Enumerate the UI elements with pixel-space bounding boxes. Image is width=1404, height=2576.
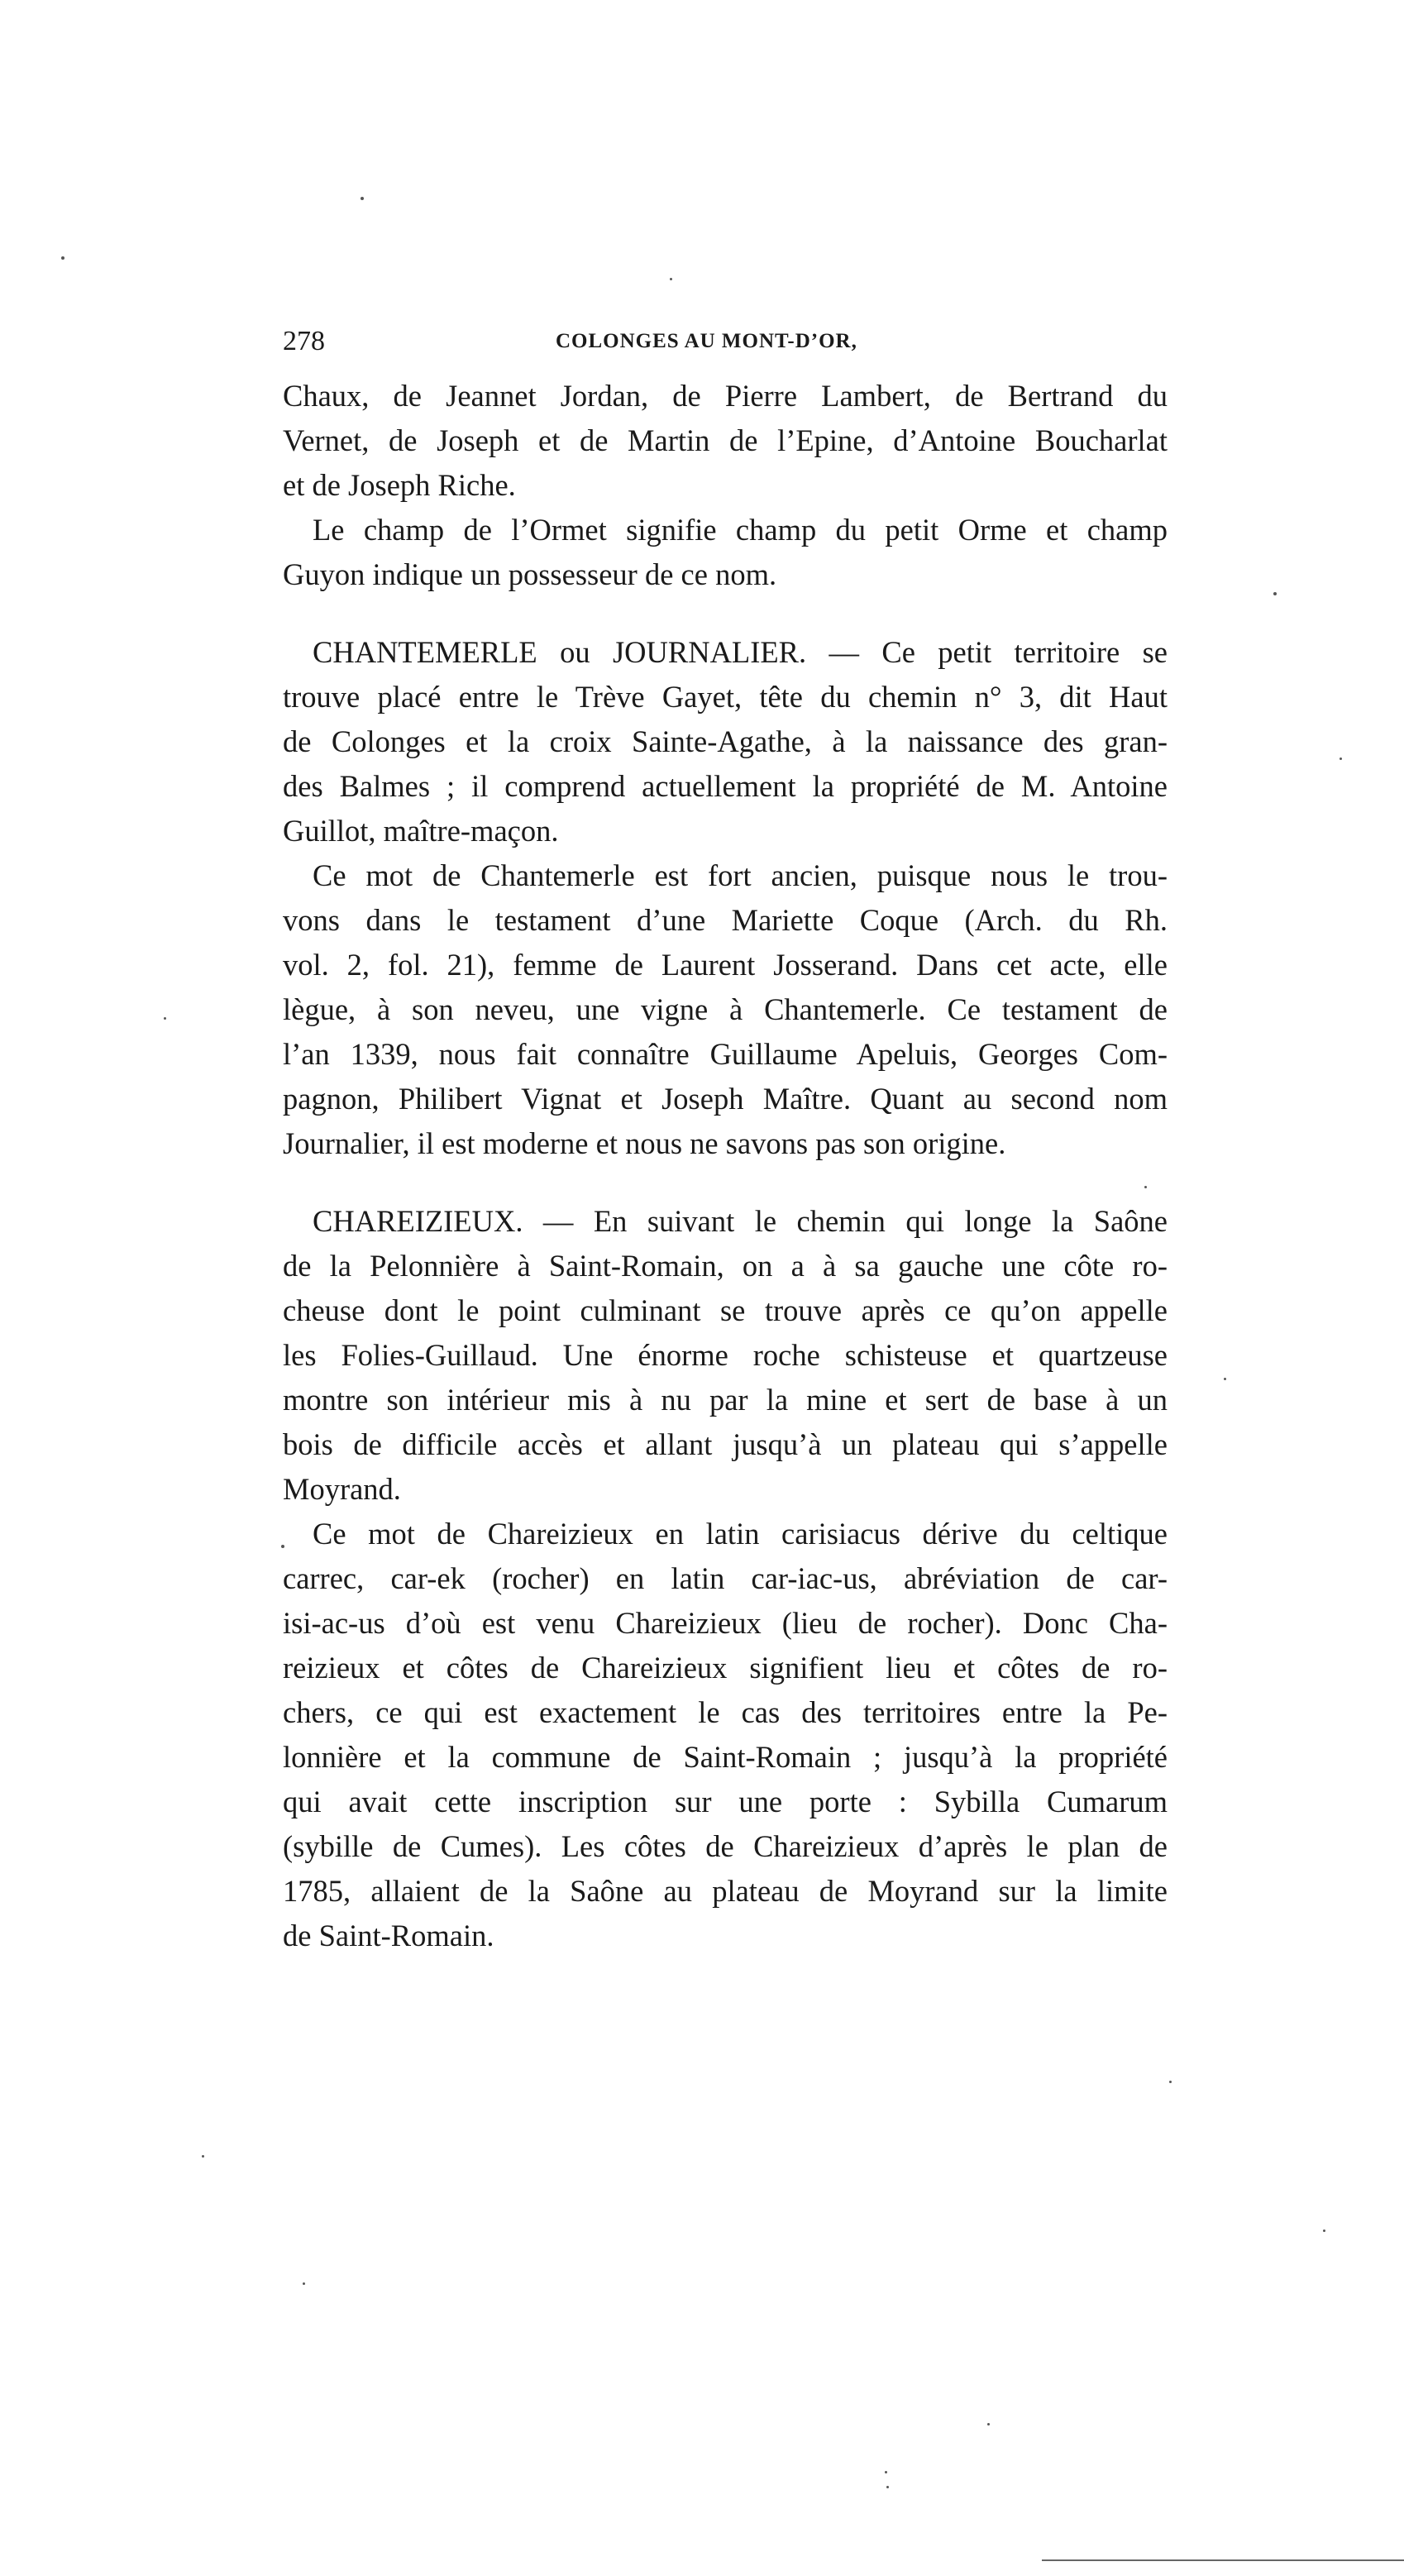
scan-speck	[885, 2471, 887, 2473]
scan-speck	[1224, 1378, 1226, 1380]
scan-speck	[164, 1017, 166, 1020]
text-line: chers, ce qui est exactement le cas des territoires entre la Pe-	[283, 1695, 1168, 1729]
scan-speck	[361, 197, 364, 200]
text-line: Ce mot de Chareizieux en latin carisiacus dérive du celtique	[313, 1517, 1168, 1551]
running-head: COLONGES AU MONT-D’OR,	[556, 330, 857, 352]
text-line: les Folies-Guillaud. Une énorme roche schisteuse et quartzeuse	[283, 1338, 1168, 1372]
text-line: isi-ac-us d’où est venu Chareizieux (lieu de rocher). Donc Cha-	[283, 1606, 1168, 1640]
scan-speck	[987, 2423, 990, 2425]
text-line: cheuse dont le point culminant se trouve après ce qu’on appelle	[283, 1293, 1168, 1327]
text-line: lonnière et la commune de Saint-Romain ; jusqu’à la propriété	[283, 1740, 1168, 1774]
scan-edge-line	[1042, 2559, 1404, 2561]
text-line: Le champ de l’Ormet signifie champ du petit Orme et champ	[313, 513, 1168, 547]
page-header	[283, 321, 1169, 362]
scan-speck	[1169, 2081, 1172, 2083]
text-line: trouve placé entre le Trève Gayet, tête du chemin n° 3, dit Haut	[283, 680, 1168, 714]
text-line: de la Pelonnière à Saint-Romain, on a à sa gauche une côte ro-	[283, 1249, 1168, 1283]
text-line: CHANTEMERLE ou JOURNALIER. — Ce petit territoire se	[313, 635, 1168, 669]
text-line: qui avait cette inscription sur une porte : Sybilla Cumarum	[283, 1785, 1168, 1818]
page-number: 278	[283, 326, 325, 356]
text-line: bois de difficile accès et allant jusqu’à un plateau qui s’appelle	[283, 1427, 1168, 1461]
scan-speck	[670, 278, 672, 280]
text-line: (sybille de Cumes). Les côtes de Chareizieux d’après le plan de	[283, 1829, 1168, 1863]
text-line: vons dans le testament d’une Mariette Coque (Arch. du Rh.	[283, 903, 1168, 937]
text-line: de Colonges et la croix Sainte-Agathe, à la naissance des gran-	[283, 724, 1168, 758]
scan-speck	[202, 2155, 204, 2158]
text-line: Guyon indique un possesseur de ce nom.	[283, 557, 777, 591]
text-line: pagnon, Philibert Vignat et Joseph Maître. Quant au second nom	[283, 1082, 1168, 1116]
paragraph-gap	[283, 597, 1168, 630]
text-line: carrec, car-ek (rocher) en latin car-iac-us, abréviation de car-	[283, 1561, 1168, 1595]
scan-speck	[281, 1545, 284, 1548]
text-line: des Balmes ; il comprend actuellement la propriété de M. Antoine	[283, 769, 1168, 803]
text-line: de Saint-Romain.	[283, 1919, 494, 1952]
text-line: CHAREIZIEUX. — En suivant le chemin qui longe la Saône	[313, 1204, 1168, 1238]
scan-speck	[1323, 2230, 1325, 2232]
scan-speck	[1273, 592, 1277, 595]
text-line: Chaux, de Jeannet Jordan, de Pierre Lambert, de Bertrand du	[283, 379, 1168, 413]
text-line: Moyrand.	[283, 1472, 401, 1506]
text-line: Guillot, maître-maçon.	[283, 814, 559, 848]
scan-speck	[1340, 758, 1342, 760]
text-line: reizieux et côtes de Chareizieux signifient lieu et côtes de ro-	[283, 1651, 1168, 1685]
text-line: Ce mot de Chantemerle est fort ancien, puisque nous le trou-	[313, 858, 1168, 892]
text-line: Vernet, de Joseph et de Martin de l’Epine, d’Antoine Boucharlat	[283, 423, 1168, 457]
text-line: vol. 2, fol. 21), femme de Laurent Josserand. Dans cet acte, elle	[283, 948, 1168, 982]
scan-speck	[303, 2282, 305, 2285]
scan-speck	[61, 256, 64, 260]
scan-speck	[886, 2486, 889, 2488]
paragraph-gap	[283, 1166, 1168, 1199]
scan-speck	[1144, 1186, 1147, 1188]
text-line: Journalier, il est moderne et nous ne savons pas son origine.	[283, 1126, 1006, 1160]
text-line: et de Joseph Riche.	[283, 468, 516, 502]
text-line: lègue, à son neveu, une vigne à Chantemerle. Ce testament de	[283, 992, 1168, 1026]
body-text	[283, 374, 1168, 1958]
text-line: l’an 1339, nous fait connaître Guillaume Apeluis, Georges Com-	[283, 1037, 1168, 1071]
text-line: 1785, allaient de la Saône au plateau de Moyrand sur la limite	[283, 1874, 1168, 1908]
text-line: montre son intérieur mis à nu par la mine et sert de base à un	[283, 1383, 1168, 1417]
